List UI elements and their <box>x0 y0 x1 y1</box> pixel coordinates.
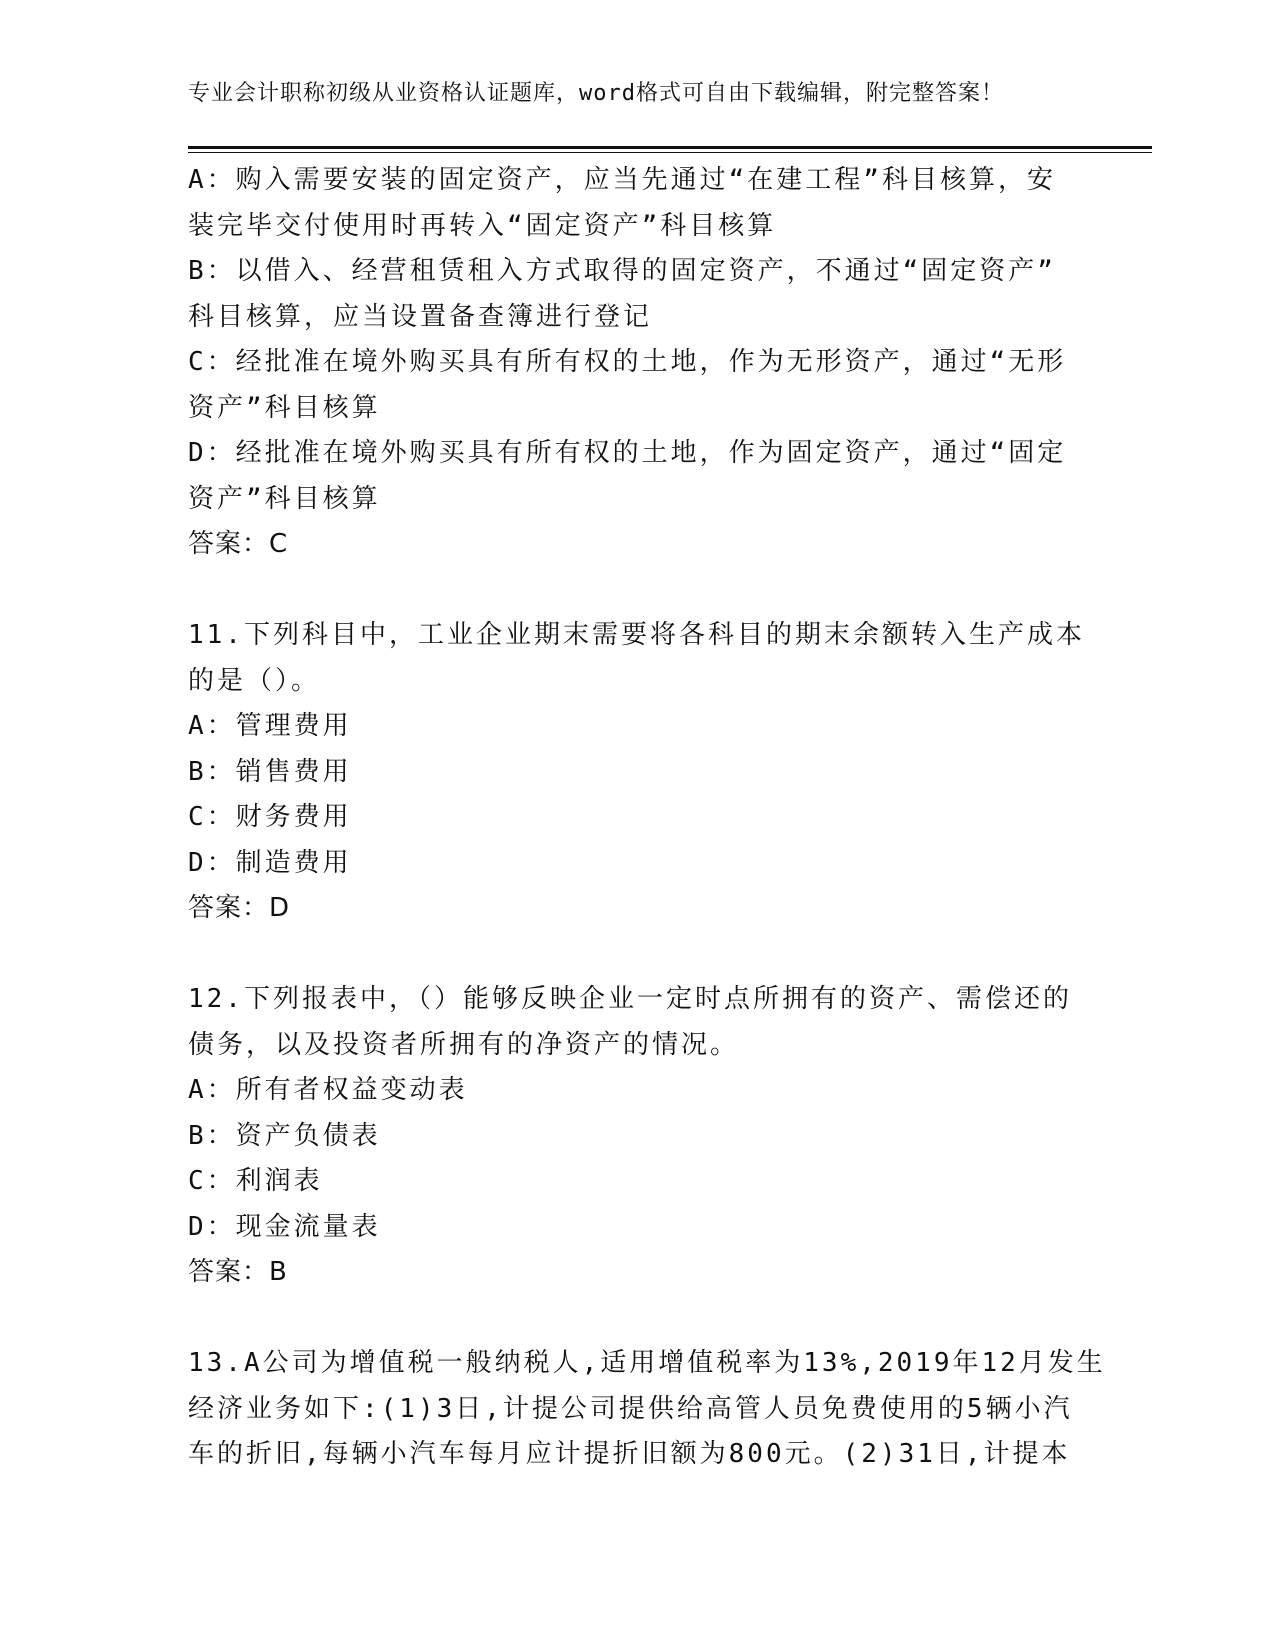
option-b: B：销售费用 <box>188 756 352 787</box>
option-a-line: 装完毕交付使用时再转入“固定资产”科目核算 <box>188 210 777 241</box>
question-stem-line: 债务，以及投资者所拥有的净资产的情况。 <box>188 1029 740 1060</box>
spacer <box>188 568 1088 614</box>
question-stem-line: 的是（）。 <box>188 665 321 696</box>
header-rule-thin <box>188 152 1152 153</box>
header-rule-thick <box>188 146 1152 149</box>
option-d-line: D：经批准在境外购买具有所有权的土地，作为固定资产，通过“固定 <box>188 438 1067 468</box>
option-b: B：资产负债表 <box>188 1120 381 1151</box>
option-c: C：利润表 <box>188 1166 323 1196</box>
question-13 <box>188 1341 1106 1478</box>
option-c-line: 资产”科目核算 <box>188 392 381 423</box>
answer-text: 答案：D <box>188 893 291 923</box>
option-c-line: C：经批准在境外购买具有所有权的土地，作为无形资产，通过“无形 <box>188 347 1067 377</box>
option-c: C：财务费用 <box>188 802 352 832</box>
question-12 <box>188 977 1088 1296</box>
option-b-line: 科目核算，应当设置备查簿进行登记 <box>188 301 653 332</box>
spacer <box>188 932 1088 978</box>
option-d-line: 资产”科目核算 <box>188 483 381 514</box>
question-stem-line: 经济业务如下:(1)3日,计提公司提供给高管人员免费使用的5辆小汽 <box>188 1393 1073 1424</box>
spacer <box>188 1296 1088 1342</box>
option-d: D：制造费用 <box>188 847 352 878</box>
option-a: A：所有者权益变动表 <box>188 1075 468 1105</box>
question-stem-line: 车的折旧,每辆小汽车每月应计提折旧额为800元。(2)31日,计提本 <box>188 1439 1071 1469</box>
option-a-line: A：购入需要安装的固定资产，应当先通过“在建工程”科目核算，安 <box>188 165 1056 195</box>
question-stem-line: 12.下列报表中，（）能够反映企业一定时点所拥有的资产、需偿还的 <box>188 984 1072 1014</box>
option-d: D：现金流量表 <box>188 1211 381 1242</box>
page-header: 专业会计职称初级从业资格认证题库，word格式可自由下载编辑，附完整答案！ <box>188 81 1004 106</box>
question-content <box>188 158 1106 1478</box>
option-a: A：管理费用 <box>188 711 352 741</box>
answer-text: 答案：B <box>188 1257 288 1287</box>
option-b-line: B：以借入、经营租赁租入方式取得的固定资产，不通过“固定资产” <box>188 256 1056 286</box>
question-10 <box>188 158 1088 568</box>
question-stem-line: 13.A公司为增值税一般纳税人,适用增值税率为13%,2019年12月发生 <box>188 1348 1106 1378</box>
answer-text: 答案：C <box>188 529 289 559</box>
question-11 <box>188 613 1088 932</box>
question-stem-line: 11.下列科目中，工业企业期末需要将各科目的期末余额转入生产成本 <box>188 620 1085 650</box>
